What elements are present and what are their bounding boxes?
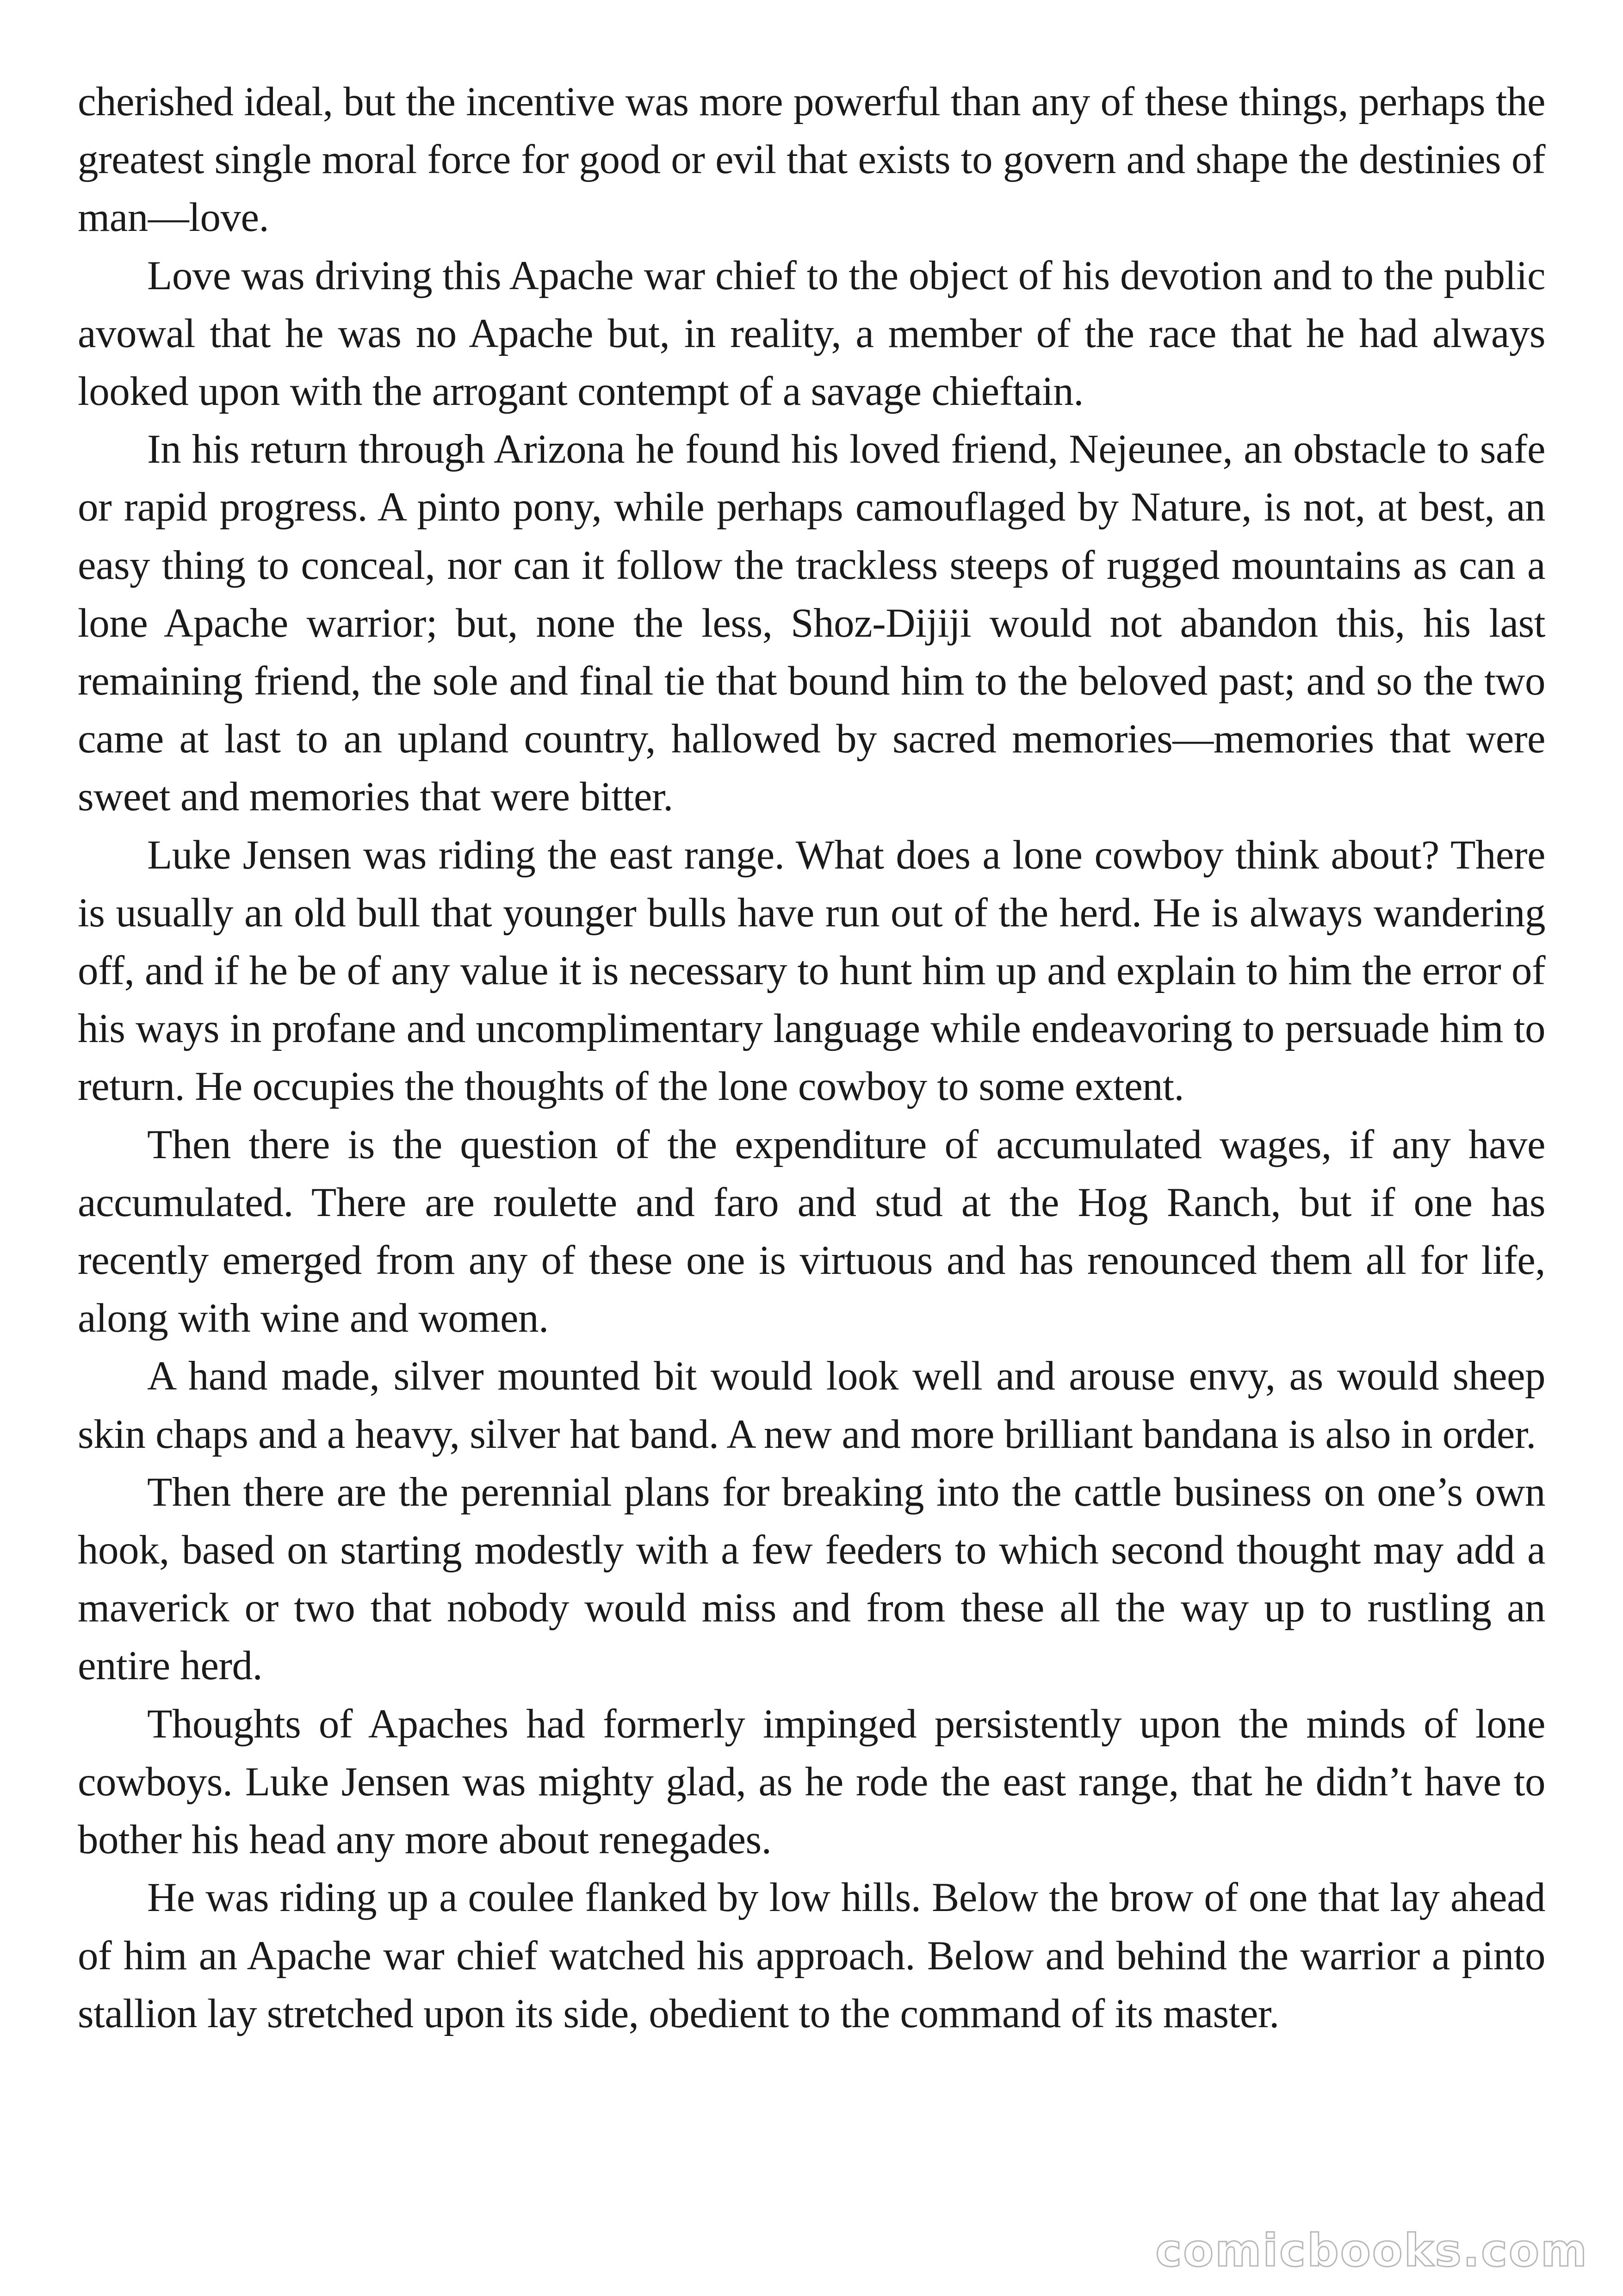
- paragraph: Thoughts of Apaches had formerly impinged persistently upon the minds of lone cowboys. Luke Jensen was mighty glad, as he rode the east range, that he didn’t have to bother his head any more about renegades.: [78, 1701, 1545, 1863]
- paragraph: Then there are the perennial plans for breaking into the cattle business on one’s own hook, based on starting modestly with a few feeders to which second thought may add a maverick or two that nobody would miss and from these all the way up to rustling an entire herd.: [78, 1469, 1545, 1689]
- page-body-text: [78, 73, 1545, 2043]
- paragraph: In his return through Arizona he found his loved friend, Nejeunee, an obstacle to safe or rapid progress. A pinto pony, while perhaps camouflaged by Nature, is not, at best, an easy thing to conceal, nor can it follow the trackless steeps of rugged mountains as can a lone Apache warrior; but, none the less, Shoz-Dijiji would not abandon this, his last remaining friend, the sole and final tie that bound him to the beloved past; and so the two came at last to an upland country, hallowed by sacred memories—memories that were sweet and memories that were bitter.: [78, 427, 1545, 820]
- paragraph: Then there is the question of the expenditure of accumulated wages, if any have accumulated. There are roulette and faro and stud at the Hog Ranch, but if one has recently emerged from any of these one is virtuous and has renounced them all for life, along with wine and women.: [78, 1122, 1545, 1341]
- paragraph-continued: cherished ideal, but the incentive was more powerful than any of these things, perhaps the greatest single moral force for good or evil that exists to govern and shape the destinies of man—love.: [78, 79, 1545, 241]
- watermark: comicbooks.com: [1155, 2225, 1588, 2277]
- paragraph: Love was driving this Apache war chief to the object of his devotion and to the public avowal that he was no Apache but, in reality, a member of the race that he had always looked upon with the arrogant contempt of a savage chieftain.: [78, 253, 1545, 415]
- paragraph: Luke Jensen was riding the east range. What does a lone cowboy think about? There is usually an old bull that younger bulls have run out of the herd. He is always wandering off, and if he be of any value it is necessary to hunt him up and explain to him the error of his ways in profane and uncomplimentary language while endeavoring to persuade him to return. He occupies the thoughts of the lone cowboy to some extent.: [78, 832, 1545, 1110]
- paragraph: A hand made, silver mounted bit would look well and arouse envy, as would sheep skin chaps and a heavy, silver hat band. A new and more brilliant bandana is also in order.: [78, 1353, 1545, 1457]
- paragraph: He was riding up a coulee flanked by low hills. Below the brow of one that lay ahead of him an Apache war chief watched his approach. Below and behind the warrior a pinto stallion lay stretched upon its side, obedient to the command of its master.: [78, 1875, 1545, 2036]
